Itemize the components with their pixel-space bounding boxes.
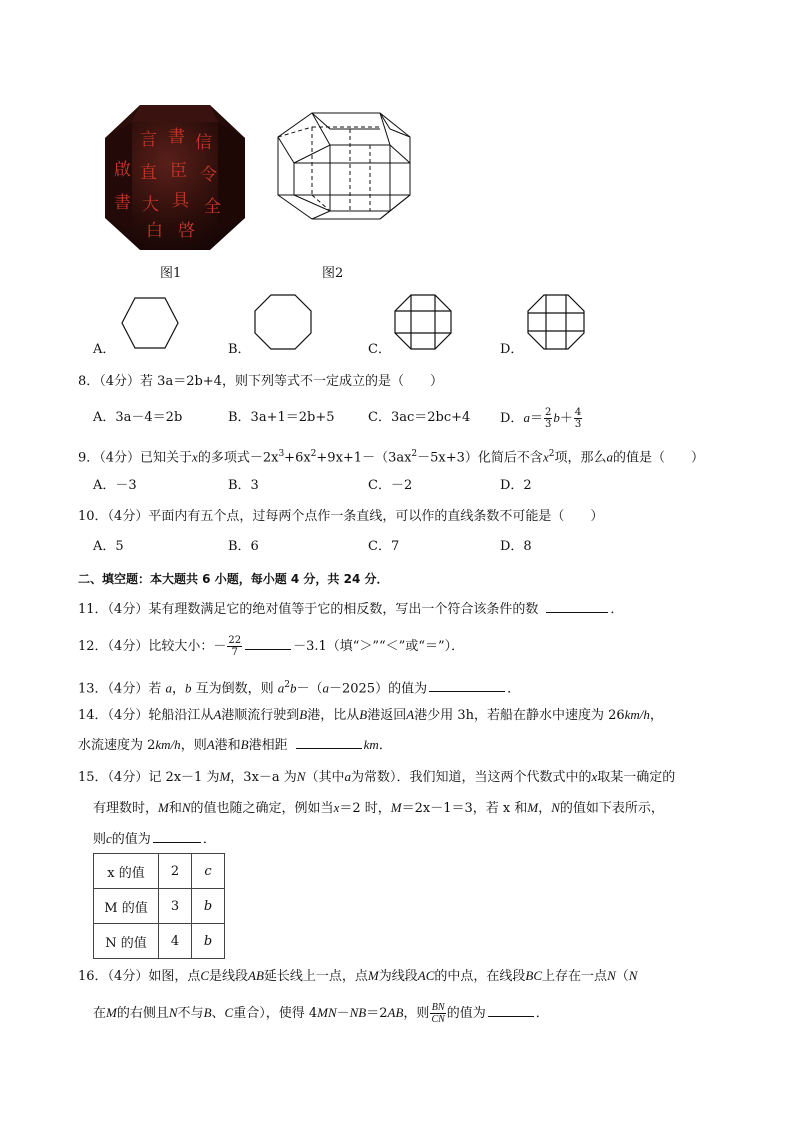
q16-l2c: 不与 <box>177 1006 204 1021</box>
octagon-grid-c-shape <box>393 293 453 355</box>
q9-stem-d: +9x+1－（3ax <box>316 450 412 466</box>
q12-answer-blank[interactable] <box>245 637 291 650</box>
q15-l2b: 和 <box>168 801 182 816</box>
q12-frac-num: 22 <box>228 635 242 646</box>
q11-stem <box>78 600 623 620</box>
q13-end: ． <box>507 681 521 697</box>
q9-option-d: D．2 <box>500 478 532 493</box>
q16-end: ． <box>535 1006 549 1021</box>
q15-l3b: 的值为 <box>111 832 151 847</box>
q8-option-b: B．3a+1＝2b+5 <box>228 410 335 425</box>
q9-var-x2: x <box>542 449 549 465</box>
q16-l1e: 的中点，在线段 <box>434 969 526 984</box>
q8-option-c: C．3ac＝2bc+4 <box>368 410 471 425</box>
q9-var-x: x <box>192 449 198 465</box>
q16-M: M <box>367 968 379 983</box>
svg-text:書: 書 <box>114 193 131 213</box>
q16-line-1 <box>78 966 637 987</box>
q14-line-1 <box>78 705 663 726</box>
q14-l1b: 港顺流行驶到 <box>221 708 300 723</box>
seal-photo-graphic <box>100 100 250 255</box>
q13-sup: 2 <box>284 680 290 690</box>
q8-d-eq: ＝ <box>529 411 543 426</box>
svg-text:令: 令 <box>200 165 217 185</box>
q16-frac-den: CN <box>431 1014 445 1025</box>
q16-l2d: 、 <box>211 1006 225 1021</box>
q9-power-2: 2 <box>310 449 317 459</box>
q16-l1d: 为线段 <box>378 969 418 984</box>
q13-a: 13．（4分）若 <box>78 681 166 697</box>
q8-d-var-a: a <box>523 410 530 425</box>
figure-2-caption: 图2 <box>322 266 344 281</box>
q15-M: M <box>219 769 231 784</box>
q16-l2a: 在 <box>93 1006 107 1021</box>
q16-fraction <box>430 1002 445 1025</box>
q16-BC: BC <box>525 968 543 983</box>
q16-l1f: 上存在一点 <box>542 969 608 984</box>
table-row <box>94 924 225 959</box>
q13-expr-b: b <box>289 680 297 696</box>
q8-d-fraction-1 <box>544 407 552 430</box>
q8-d-f2-den: 3 <box>574 419 582 430</box>
svg-text:大: 大 <box>142 195 159 215</box>
q9-power-1: 3 <box>278 449 285 459</box>
svg-text:白: 白 <box>146 221 163 241</box>
q9-stem-b: 的多项式－2x <box>197 450 279 466</box>
q15-line-1 <box>78 767 675 788</box>
q14-l2a: 水流速度为 2 <box>78 738 156 753</box>
q14-l2b: ，则 <box>180 738 207 753</box>
table-cell: 3 <box>159 889 192 924</box>
q10-option-d: D．8 <box>500 539 532 554</box>
q11-answer-blank[interactable] <box>546 600 608 613</box>
q13-expr-d: a <box>322 680 329 696</box>
q14-l1c: 港，比从 <box>307 708 360 723</box>
svg-text:書: 書 <box>168 127 185 147</box>
q8-d-f2-num: 4 <box>574 407 582 418</box>
q16-l2f: － <box>336 1006 350 1021</box>
q8-d-var-b: b <box>553 410 560 425</box>
q14-l2d: 港相距 <box>248 738 288 753</box>
q14-l1e: 港少用 3h，若船在静水中速度为 26 <box>414 708 625 723</box>
table-cell: b <box>192 924 225 959</box>
polyhedron-diagram-graphic <box>270 105 420 255</box>
q9-option-b: B．3 <box>228 478 259 493</box>
q16-l1b: 是线段 <box>209 969 249 984</box>
table-row <box>94 889 225 924</box>
q8-option-d <box>500 402 583 435</box>
q13-var-b: b <box>184 680 192 696</box>
hexagon-shape <box>120 296 180 354</box>
q13-var-a: a <box>165 680 172 696</box>
q16-MN: MN <box>317 1005 337 1020</box>
q16-B: B <box>203 1005 212 1020</box>
q12-after: －3.1（填“＞”“＜”或“＝”）． <box>293 639 465 654</box>
q10-stem: 10．（4分）平面内有五个点，过每两个点作一条直线，可以作的直线条数不可能是（ ） <box>78 509 604 524</box>
q16-M2: M <box>106 1005 117 1020</box>
q15-l3c: ． <box>202 832 216 847</box>
polyhedron-diagram <box>270 105 420 255</box>
q7-option-c-label: C． <box>368 342 391 357</box>
q16-answer-blank[interactable] <box>488 1004 534 1017</box>
q14-B3: B <box>240 737 249 752</box>
svg-text:具: 具 <box>172 191 189 211</box>
svg-text:啟: 啟 <box>114 160 131 180</box>
q15-M2: M <box>158 800 169 815</box>
q16-N3: N <box>168 1005 178 1020</box>
q13-stem <box>78 675 520 699</box>
q16-C: C <box>200 968 209 983</box>
q9-stem-g: 的值是（ ） <box>612 450 704 466</box>
q9-stem <box>78 444 704 468</box>
q11-end: ． <box>610 602 624 617</box>
q16-AB: AB <box>248 968 264 983</box>
q13-expr-a: a <box>277 680 285 696</box>
q8-d-f1-num: 2 <box>544 407 552 418</box>
q14-B1: B <box>299 707 308 722</box>
q16-N2: N <box>628 968 638 983</box>
q15-N2: N <box>181 800 191 815</box>
q15-line-2 <box>93 798 664 819</box>
q14-l1d: 港返回 <box>367 708 407 723</box>
q8-option-a: A．3a－4＝2b <box>93 410 183 425</box>
q12-fraction <box>227 635 242 658</box>
q16-l2b: 的右侧且 <box>116 1006 169 1021</box>
q14-A2: A <box>406 707 415 722</box>
svg-text:直: 直 <box>140 163 157 183</box>
q16-frac-num: BN <box>431 1002 445 1013</box>
q7-option-b-label: B． <box>228 342 251 357</box>
q13-expr-e: －2025）的值为 <box>328 681 428 697</box>
q16-N: N <box>607 968 616 983</box>
q13-b: 互为倒数，则 <box>191 681 278 697</box>
q15-c: c <box>106 831 112 846</box>
svg-text:言: 言 <box>140 130 157 150</box>
q14-unit2: km/h <box>155 737 181 752</box>
q15-answer-blank[interactable] <box>153 830 201 843</box>
q15-x2: x <box>333 800 340 815</box>
q15-a: a <box>344 769 351 784</box>
q8-d-plus: ＋ <box>559 411 573 426</box>
q10-option-b: B．6 <box>228 539 259 554</box>
q8-option-d-prefix: D． <box>500 411 524 426</box>
q15-l1a: 15．（4分）记 2x－1 为 <box>78 770 220 785</box>
q16-NB: NB <box>349 1005 367 1020</box>
q12-stem-text: 12．（4分）比较大小：－ <box>78 639 227 654</box>
q15-value-table <box>93 853 225 959</box>
q14-unit3: km <box>363 737 379 752</box>
q15-N: N <box>296 769 306 784</box>
q14-line-2 <box>78 735 392 756</box>
table-cell: N 的值 <box>94 924 159 959</box>
q8-d-fraction-2 <box>574 407 582 430</box>
q9-var-a: a <box>606 449 613 465</box>
q15-l2a: 有理数时， <box>93 801 159 816</box>
table-cell: b <box>192 889 225 924</box>
q14-B2: B <box>359 707 368 722</box>
q9-stem-e: －5x+3）化简后不含 <box>417 450 543 466</box>
octagon-grid-d-shape <box>526 293 586 355</box>
q16-l2e: 重合），使得 4 <box>233 1006 318 1021</box>
q15-l3a: 则 <box>93 832 107 847</box>
table-cell: x 的值 <box>94 854 159 889</box>
q7-option-a-label: A． <box>93 342 116 357</box>
table-cell: 2 <box>159 854 192 889</box>
q15-M4: M <box>527 800 539 815</box>
q15-l2d: ＝2 时， <box>339 801 391 816</box>
q9-power-4: 2 <box>548 449 555 459</box>
q9-stem-c: +6x <box>284 450 311 466</box>
table-cell: 4 <box>159 924 192 959</box>
q16-line-2 <box>93 998 549 1029</box>
q14-l2c: 港和 <box>214 738 241 753</box>
section-2-heading: 二、填空题：本大题共 6 小题，每小题 4 分，共 24 分． <box>78 572 389 586</box>
q14-unit1: km/h <box>624 707 650 722</box>
q16-l2g: ＝2 <box>366 1006 388 1021</box>
q15-l2c: 的值也随之确定，例如当 <box>190 801 334 816</box>
q14-l1f: ， <box>649 708 663 723</box>
q13-comma: ， <box>171 681 185 697</box>
q8-d-f1-den: 3 <box>544 419 552 430</box>
svg-text:信: 信 <box>195 133 212 153</box>
q14-answer-blank[interactable] <box>296 736 362 749</box>
q9-power-3: 2 <box>411 449 418 459</box>
q7-option-d-label: D． <box>500 342 524 357</box>
q16-l2h: ，则 <box>403 1006 430 1021</box>
table-row <box>94 854 225 889</box>
svg-text:全: 全 <box>204 197 221 217</box>
q15-l1c: （其中 <box>305 770 345 785</box>
q15-l1b: ，3x－a 为 <box>230 770 297 785</box>
q16-AB2: AB <box>387 1005 404 1020</box>
q15-l2f: ， <box>538 801 552 816</box>
q9-option-c: C．－2 <box>368 478 413 493</box>
q16-C2: C <box>224 1005 234 1020</box>
q15-line-3 <box>93 829 216 850</box>
q15-l2g: 的值如下表所示， <box>559 801 664 816</box>
q15-l1d: 为常数）．我们知道，当这两个代数式中的 <box>350 770 592 785</box>
q14-A1: A <box>213 707 222 722</box>
q9-stem-f: 项，那么 <box>554 450 607 466</box>
svg-text:啓: 啓 <box>178 221 195 241</box>
q16-l2i: 的值为 <box>446 1006 486 1021</box>
q16-l1c: 延长线上一点，点 <box>263 969 368 984</box>
q15-l1e: 取某一确定的 <box>597 770 676 785</box>
q16-l1g: （ <box>615 969 629 984</box>
q14-A3: A <box>206 737 215 752</box>
q12-stem <box>78 632 464 662</box>
q8-stem: 8．（4分）若 3a＝2b+4，则下列等式不一定成立的是（ ） <box>78 374 443 389</box>
q13-expr-c: －（ <box>296 681 323 697</box>
svg-text:臣: 臣 <box>170 161 187 181</box>
q10-option-c: C．7 <box>368 539 400 554</box>
q16-AC: AC <box>417 968 435 983</box>
q9-stem-a: 9．（4分）已知关于 <box>78 450 193 466</box>
figure-1-caption: 图1 <box>160 266 182 281</box>
q12-frac-den: 7 <box>231 647 238 658</box>
q15-M3: M <box>390 800 402 815</box>
q14-l1a: 14．（4分）轮船沿江从 <box>78 708 214 723</box>
q14-l2e: ． <box>378 738 392 753</box>
table-cell: M 的值 <box>94 889 159 924</box>
q13-answer-blank[interactable] <box>429 679 505 692</box>
q10-option-a: A．5 <box>93 539 124 554</box>
table-cell: c <box>192 854 225 889</box>
q9-option-a: A．－3 <box>93 478 137 493</box>
q15-x: x <box>591 769 598 784</box>
q11-stem-text: 11．（4分）某有理数满足它的绝对值等于它的相反数，写出一个符合该条件的数 <box>78 602 539 617</box>
q16-l1a: 16．（4分）如图，点 <box>78 969 201 984</box>
q15-l2e: ＝2x－1＝3，若 x 和 <box>401 801 528 816</box>
q15-N4: N <box>551 800 560 815</box>
seal-photo <box>100 100 250 255</box>
octagon-shape <box>253 293 313 355</box>
